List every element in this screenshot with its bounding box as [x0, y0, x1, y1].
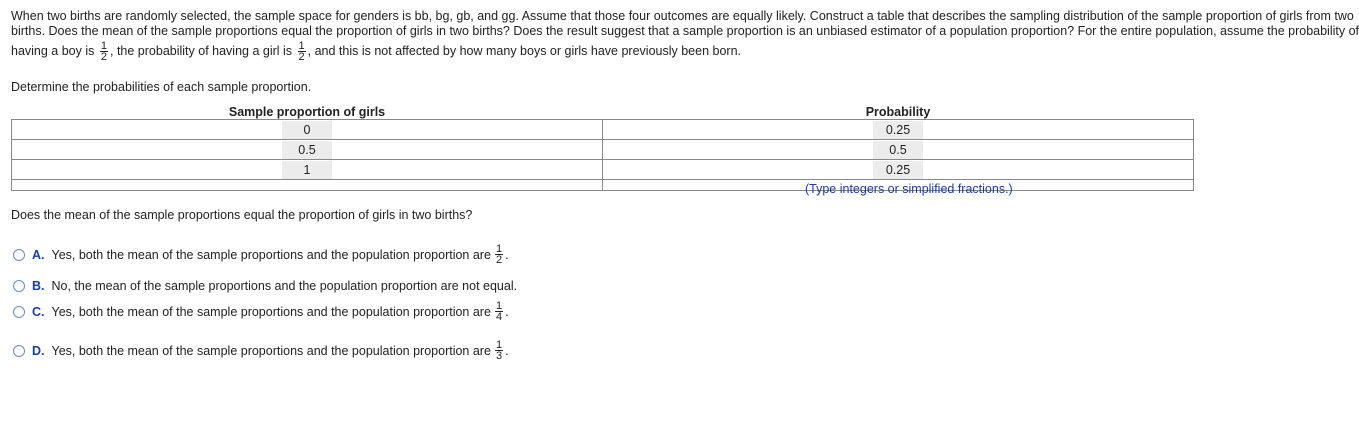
option-d[interactable]	[13, 340, 509, 361]
option-text: Yes, both the mean of the sample proportions and the population proportion are	[51, 304, 491, 319]
option-letter: A.	[32, 247, 45, 262]
fraction-den: 3	[495, 350, 503, 362]
option-suffix: .	[505, 247, 509, 262]
option-b[interactable]	[13, 279, 517, 293]
probability-cell[interactable]	[603, 120, 1194, 140]
question-line-2: births. Does the mean of the sample proportions equal the proportion of girls in two births? Does the result suggest that a sample proportion is an unbiased estimator of a population proportion? For the entire population, assume the probability of	[11, 24, 1359, 38]
proportion-value: 0	[282, 121, 332, 139]
option-text: Yes, both the mean of the sample proportions and the population proportion are	[51, 247, 491, 262]
fraction-num: 1	[495, 339, 503, 351]
blank-cell	[12, 180, 603, 191]
column-header-probability: Probability	[603, 104, 1194, 120]
probability-answer[interactable]: 0.5	[873, 141, 923, 159]
fraction-num: 1	[495, 300, 503, 312]
radio-icon[interactable]	[13, 306, 25, 318]
question-line-3	[11, 41, 741, 62]
fraction-num: 1	[495, 243, 503, 255]
fraction-num: 1	[100, 40, 107, 52]
option-suffix: .	[505, 343, 509, 358]
probability-cell[interactable]	[603, 160, 1194, 180]
option-letter: C.	[32, 304, 45, 319]
proportion-value: 0.5	[282, 141, 332, 159]
radio-icon[interactable]	[13, 345, 25, 357]
proportion-cell	[12, 140, 603, 160]
option-text: Yes, both the mean of the sample proportions and the population proportion are	[51, 343, 491, 358]
column-header-proportion: Sample proportion of girls	[12, 104, 603, 120]
table-row	[12, 140, 1194, 160]
table-row-blank	[12, 180, 1194, 191]
option-letter: D.	[32, 343, 45, 358]
option-fraction	[495, 244, 503, 265]
fraction-den: 2	[298, 51, 305, 63]
option-a[interactable]	[13, 244, 509, 265]
fraction-girl	[298, 41, 306, 62]
fraction-num: 1	[298, 40, 305, 52]
option-fraction	[495, 301, 503, 322]
question-text-girl: , the probability of having a girl is	[110, 43, 293, 58]
option-c[interactable]	[13, 301, 509, 322]
probability-answer[interactable]: 0.25	[873, 161, 923, 179]
question-line-1: When two births are randomly selected, the sample space for genders is bb, bg, gb, and gg. Assume that those four outcomes are equally likely. Construct a table that describes the sampling distribution of the sample proportion of girls from two	[11, 9, 1354, 23]
fraction-den: 4	[495, 311, 503, 323]
proportion-cell	[12, 120, 603, 140]
question-text-boy: having a boy is	[11, 43, 95, 58]
fraction-boy	[100, 41, 108, 62]
radio-icon[interactable]	[13, 280, 25, 292]
fraction-den: 2	[495, 254, 503, 266]
distribution-table	[11, 104, 1194, 191]
probability-cell[interactable]	[603, 140, 1194, 160]
option-suffix: .	[505, 304, 509, 319]
instruction-text: Determine the probabilities of each sample proportion.	[11, 80, 312, 94]
radio-icon[interactable]	[13, 249, 25, 261]
answer-format-note: (Type integers or simplified fractions.)	[805, 182, 1013, 196]
option-text: No, the mean of the sample proportions and the population proportion are not equal.	[51, 279, 518, 293]
fraction-den: 2	[100, 51, 107, 63]
question-text-end: , and this is not affected by how many boys or girls have previously been born.	[307, 43, 741, 58]
proportion-value: 1	[282, 161, 332, 179]
question-2-text: Does the mean of the sample proportions equal the proportion of girls in two births?	[11, 208, 473, 222]
proportion-cell	[12, 160, 603, 180]
probability-answer[interactable]: 0.25	[873, 121, 923, 139]
option-fraction	[495, 340, 503, 361]
option-letter: B.	[32, 279, 45, 293]
table-row	[12, 160, 1194, 180]
table-row	[12, 120, 1194, 140]
